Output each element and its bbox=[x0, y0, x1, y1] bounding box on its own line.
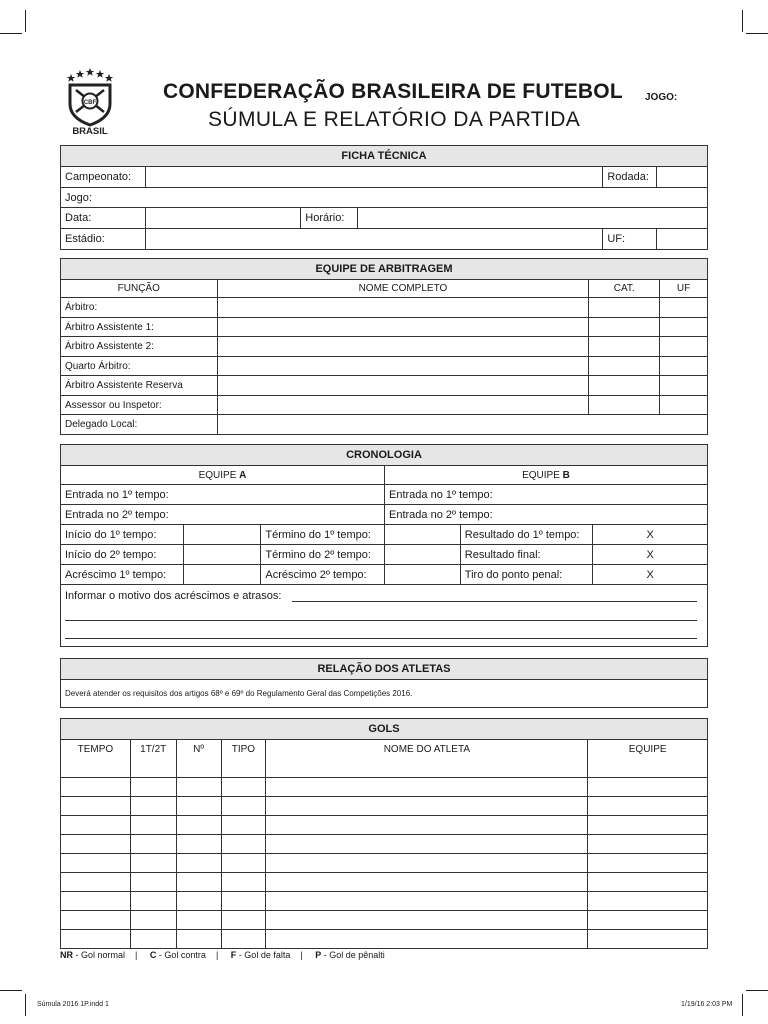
cbf-logo bbox=[64, 66, 116, 136]
table-row bbox=[61, 872, 707, 891]
periodo-field[interactable] bbox=[130, 835, 176, 853]
tipo-field[interactable] bbox=[221, 758, 266, 777]
periodo-field[interactable] bbox=[130, 892, 176, 910]
footer-date: 1/19/16 2:03 PM bbox=[681, 1001, 733, 1008]
equipe-field[interactable] bbox=[587, 911, 707, 929]
team-a-letter: A bbox=[239, 469, 247, 481]
nome-field[interactable] bbox=[217, 298, 589, 317]
motivo-line[interactable] bbox=[292, 601, 697, 602]
tipo-field[interactable] bbox=[221, 835, 266, 853]
funcao-label: Delegado Local: bbox=[65, 419, 138, 430]
legend-item: P - Gol de pênalti bbox=[315, 950, 385, 960]
uf-field[interactable] bbox=[659, 357, 707, 375]
entrada-2-tempo-b[interactable]: Entrada no 2º tempo: bbox=[384, 505, 707, 524]
funcao-label: Árbitro Assistente Reserva bbox=[65, 380, 183, 391]
data-field[interactable] bbox=[145, 208, 301, 228]
termino-2-field[interactable] bbox=[384, 545, 460, 564]
nome-atleta-field[interactable] bbox=[265, 911, 587, 929]
nome-field[interactable] bbox=[217, 357, 589, 375]
funcao-label: Assessor ou Inspetor: bbox=[65, 399, 162, 411]
nome-atleta-field[interactable] bbox=[265, 778, 587, 796]
crop-mark bbox=[742, 10, 743, 32]
numero-field[interactable] bbox=[176, 930, 221, 948]
nome-atleta-field[interactable] bbox=[265, 854, 587, 872]
tipo-field[interactable] bbox=[221, 816, 266, 834]
page-title: CONFEDERAÇÃO BRASILEIRA DE FUTEBOL bbox=[163, 80, 623, 103]
ficha-tecnica-section bbox=[60, 145, 708, 250]
column-header: TEMPO bbox=[77, 743, 114, 755]
cat-field[interactable] bbox=[588, 337, 659, 356]
table-row bbox=[61, 777, 707, 796]
table-row bbox=[61, 910, 707, 929]
gols-section bbox=[60, 718, 708, 949]
crop-mark bbox=[0, 33, 22, 34]
funcao-label: Árbitro: bbox=[65, 302, 98, 313]
acrescimo-1-label: Acréscimo 1º tempo: bbox=[65, 568, 167, 581]
nome-atleta-field[interactable] bbox=[265, 892, 587, 910]
termino-1-field[interactable] bbox=[384, 525, 460, 544]
jogo-field[interactable] bbox=[145, 188, 707, 207]
motivo-label: Informar o motivo dos acréscimos e atrasos: bbox=[65, 590, 282, 602]
section-title: CRONOLOGIA bbox=[61, 445, 707, 465]
periodo-field[interactable] bbox=[130, 930, 176, 948]
nome-atleta-field[interactable] bbox=[265, 816, 587, 834]
periodo-field[interactable] bbox=[130, 911, 176, 929]
gols-legend: NR - Gol normal | C - Gol contra | F - Gol de falta | P - Gol de pênalti bbox=[60, 950, 385, 960]
acrescimo-2-label: Acréscimo 2º tempo: bbox=[260, 565, 384, 584]
tempo-field[interactable] bbox=[61, 778, 130, 796]
motivo-line[interactable] bbox=[65, 620, 697, 621]
atletas-note: Deverá atender os requisitos dos artigos 68º e 69º do Regulamento Geral das Competições 2016. bbox=[65, 689, 413, 698]
equipe-field[interactable] bbox=[587, 758, 707, 777]
equipe-field[interactable] bbox=[587, 797, 707, 815]
equipe-field[interactable] bbox=[587, 778, 707, 796]
tipo-field[interactable] bbox=[221, 778, 266, 796]
equipe-field[interactable] bbox=[587, 854, 707, 872]
termino-1-label: Término do 1º tempo: bbox=[260, 525, 384, 544]
tipo-field[interactable] bbox=[221, 797, 266, 815]
tempo-field[interactable] bbox=[61, 873, 130, 891]
table-row bbox=[61, 356, 707, 375]
termino-2-label: Término do 2º tempo: bbox=[260, 545, 384, 564]
table-row bbox=[61, 891, 707, 910]
column-header: FUNÇÃO bbox=[117, 283, 160, 294]
footer-file: Súmula 2016 1P.indd 1 bbox=[37, 1001, 109, 1008]
tempo-field[interactable] bbox=[61, 930, 130, 948]
tempo-field[interactable] bbox=[61, 854, 130, 872]
motivo-line[interactable] bbox=[65, 638, 697, 639]
equipe-field[interactable] bbox=[587, 930, 707, 948]
nome-atleta-field[interactable] bbox=[265, 930, 587, 948]
table-row bbox=[61, 395, 707, 414]
table-row bbox=[61, 834, 707, 853]
numero-field[interactable] bbox=[176, 758, 221, 777]
uf-field[interactable] bbox=[659, 376, 707, 395]
cat-field[interactable] bbox=[588, 298, 659, 317]
nome-atleta-field[interactable] bbox=[265, 758, 587, 777]
funcao-label: Árbitro Assistente 1: bbox=[65, 321, 154, 333]
legend-item: C - Gol contra bbox=[149, 950, 206, 960]
resultado-1-label: Resultado do 1º tempo: bbox=[460, 525, 593, 544]
crop-mark bbox=[25, 10, 26, 32]
periodo-field[interactable] bbox=[130, 778, 176, 796]
tempo-field[interactable] bbox=[61, 816, 130, 834]
tempo-field[interactable] bbox=[61, 892, 130, 910]
tipo-field[interactable] bbox=[221, 911, 266, 929]
column-header: 1T/2T bbox=[130, 740, 176, 758]
table-row bbox=[61, 796, 707, 815]
legend-item: NR - Gol normal bbox=[60, 950, 126, 960]
numero-field[interactable] bbox=[176, 892, 221, 910]
data-label: Data: bbox=[65, 212, 92, 224]
acrescimo-1-field[interactable] bbox=[183, 565, 261, 584]
crop-mark bbox=[746, 990, 768, 991]
entrada-1-tempo-b[interactable]: Entrada no 1º tempo: bbox=[384, 485, 707, 504]
tiro-penal-label: Tiro do ponto penal: bbox=[460, 565, 593, 584]
nome-field[interactable] bbox=[217, 376, 589, 395]
tipo-field[interactable] bbox=[221, 892, 266, 910]
entrada-1-tempo-a[interactable]: Entrada no 1º tempo: bbox=[65, 488, 169, 501]
nome-atleta-field[interactable] bbox=[265, 873, 587, 891]
resultado-1-field[interactable]: X bbox=[592, 525, 707, 544]
inicio-1-field[interactable] bbox=[183, 525, 261, 544]
resultado-final-label: Resultado final: bbox=[460, 545, 593, 564]
equipe-word: EQUIPE bbox=[198, 469, 237, 481]
crop-mark bbox=[742, 994, 743, 1016]
nome-atleta-field[interactable] bbox=[265, 835, 587, 853]
numero-field[interactable] bbox=[176, 835, 221, 853]
svg-text:CBF: CBF bbox=[83, 100, 97, 106]
nome-atleta-field[interactable] bbox=[265, 797, 587, 815]
section-title: EQUIPE DE ARBITRAGEM bbox=[61, 259, 707, 279]
inicio-2-field[interactable] bbox=[183, 545, 261, 564]
equipe-field[interactable] bbox=[587, 816, 707, 834]
equipe-field[interactable] bbox=[587, 873, 707, 891]
periodo-field[interactable] bbox=[130, 797, 176, 815]
numero-field[interactable] bbox=[176, 911, 221, 929]
equipe-field[interactable] bbox=[587, 835, 707, 853]
jogo-label: JOGO: bbox=[645, 92, 678, 103]
inicio-2-label: Início do 2º tempo: bbox=[65, 548, 157, 561]
numero-field[interactable] bbox=[176, 797, 221, 815]
page-subtitle: SÚMULA E RELATÓRIO DA PARTIDA bbox=[208, 108, 581, 131]
rodada-label: Rodada: bbox=[602, 167, 656, 187]
atletas-section bbox=[60, 658, 708, 708]
section-title: RELAÇÃO DOS ATLETAS bbox=[61, 659, 707, 679]
table-row bbox=[61, 929, 707, 948]
resultado-final-field[interactable]: X bbox=[592, 545, 707, 564]
table-row bbox=[61, 414, 707, 434]
cat-field[interactable] bbox=[588, 396, 659, 414]
section-title: GOLS bbox=[61, 719, 707, 739]
tipo-field[interactable] bbox=[221, 873, 266, 891]
equipe-word: EQUIPE bbox=[522, 469, 560, 481]
table-row bbox=[61, 815, 707, 834]
tipo-field[interactable] bbox=[221, 930, 266, 948]
entrada-2-tempo-a[interactable]: Entrada no 2º tempo: bbox=[65, 508, 169, 521]
numero-field[interactable] bbox=[176, 854, 221, 872]
crop-mark bbox=[746, 33, 768, 34]
section-title: FICHA TÉCNICA bbox=[61, 146, 707, 166]
logo-text: BRASIL bbox=[72, 126, 108, 136]
uf-field[interactable] bbox=[656, 229, 707, 249]
uf-field[interactable] bbox=[659, 337, 707, 356]
legend-item: F - Gol de falta bbox=[230, 950, 291, 960]
funcao-label: Árbitro Assistente 2: bbox=[65, 341, 154, 352]
crop-mark bbox=[0, 990, 22, 991]
table-row bbox=[61, 336, 707, 356]
team-b-letter: B bbox=[562, 469, 570, 481]
periodo-field[interactable] bbox=[130, 816, 176, 834]
campeonato-field[interactable] bbox=[145, 167, 603, 187]
table-row bbox=[61, 317, 707, 336]
table-row bbox=[61, 758, 707, 777]
inicio-1-label: Início do 1º tempo: bbox=[65, 528, 157, 541]
column-header: Nº bbox=[176, 740, 221, 758]
tipo-field[interactable] bbox=[221, 854, 266, 872]
nome-field[interactable] bbox=[217, 318, 589, 336]
tempo-field[interactable] bbox=[61, 835, 130, 853]
estadio-field[interactable] bbox=[145, 229, 603, 249]
crop-mark bbox=[25, 994, 26, 1016]
periodo-field[interactable] bbox=[130, 873, 176, 891]
table-row bbox=[61, 297, 707, 317]
nome-field[interactable] bbox=[217, 396, 589, 414]
equipe-field[interactable] bbox=[587, 892, 707, 910]
acrescimo-2-field[interactable] bbox=[384, 565, 460, 584]
uf-field[interactable] bbox=[659, 396, 707, 414]
table-row bbox=[61, 853, 707, 872]
horario-field[interactable] bbox=[357, 208, 707, 228]
table-row bbox=[61, 375, 707, 395]
periodo-field[interactable] bbox=[130, 758, 176, 777]
estadio-label: Estádio: bbox=[65, 233, 105, 245]
horario-label: Horário: bbox=[300, 208, 357, 228]
tempo-field[interactable] bbox=[61, 758, 130, 777]
column-header: UF bbox=[659, 280, 707, 297]
equipe-a-header bbox=[61, 466, 384, 484]
uf-field[interactable] bbox=[659, 298, 707, 317]
rodada-field[interactable] bbox=[656, 167, 707, 187]
equipe-b-header bbox=[384, 466, 707, 484]
uf-field[interactable] bbox=[659, 318, 707, 336]
numero-field[interactable] bbox=[176, 778, 221, 796]
cronologia-section bbox=[60, 444, 708, 647]
tiro-penal-field[interactable]: X bbox=[592, 565, 707, 584]
funcao-label: Quarto Árbitro: bbox=[65, 360, 131, 372]
periodo-field[interactable] bbox=[130, 854, 176, 872]
column-header: NOME DO ATLETA bbox=[265, 740, 587, 758]
nome-field[interactable] bbox=[217, 415, 707, 434]
nome-field[interactable] bbox=[217, 337, 589, 356]
column-header: EQUIPE bbox=[587, 740, 707, 758]
arbitragem-section bbox=[60, 258, 708, 435]
numero-field[interactable] bbox=[176, 873, 221, 891]
column-header: TIPO bbox=[221, 740, 266, 758]
cat-field[interactable] bbox=[588, 357, 659, 375]
tempo-field[interactable] bbox=[61, 797, 130, 815]
tempo-field[interactable] bbox=[61, 911, 130, 929]
numero-field[interactable] bbox=[176, 816, 221, 834]
cat-field[interactable] bbox=[588, 318, 659, 336]
column-header: CAT. bbox=[588, 280, 659, 297]
jogo-field-label: Jogo: bbox=[65, 191, 92, 204]
campeonato-label: Campeonato: bbox=[65, 171, 132, 183]
column-header: NOME COMPLETO bbox=[217, 280, 589, 297]
cat-field[interactable] bbox=[588, 376, 659, 395]
uf-label: UF: bbox=[602, 229, 656, 249]
